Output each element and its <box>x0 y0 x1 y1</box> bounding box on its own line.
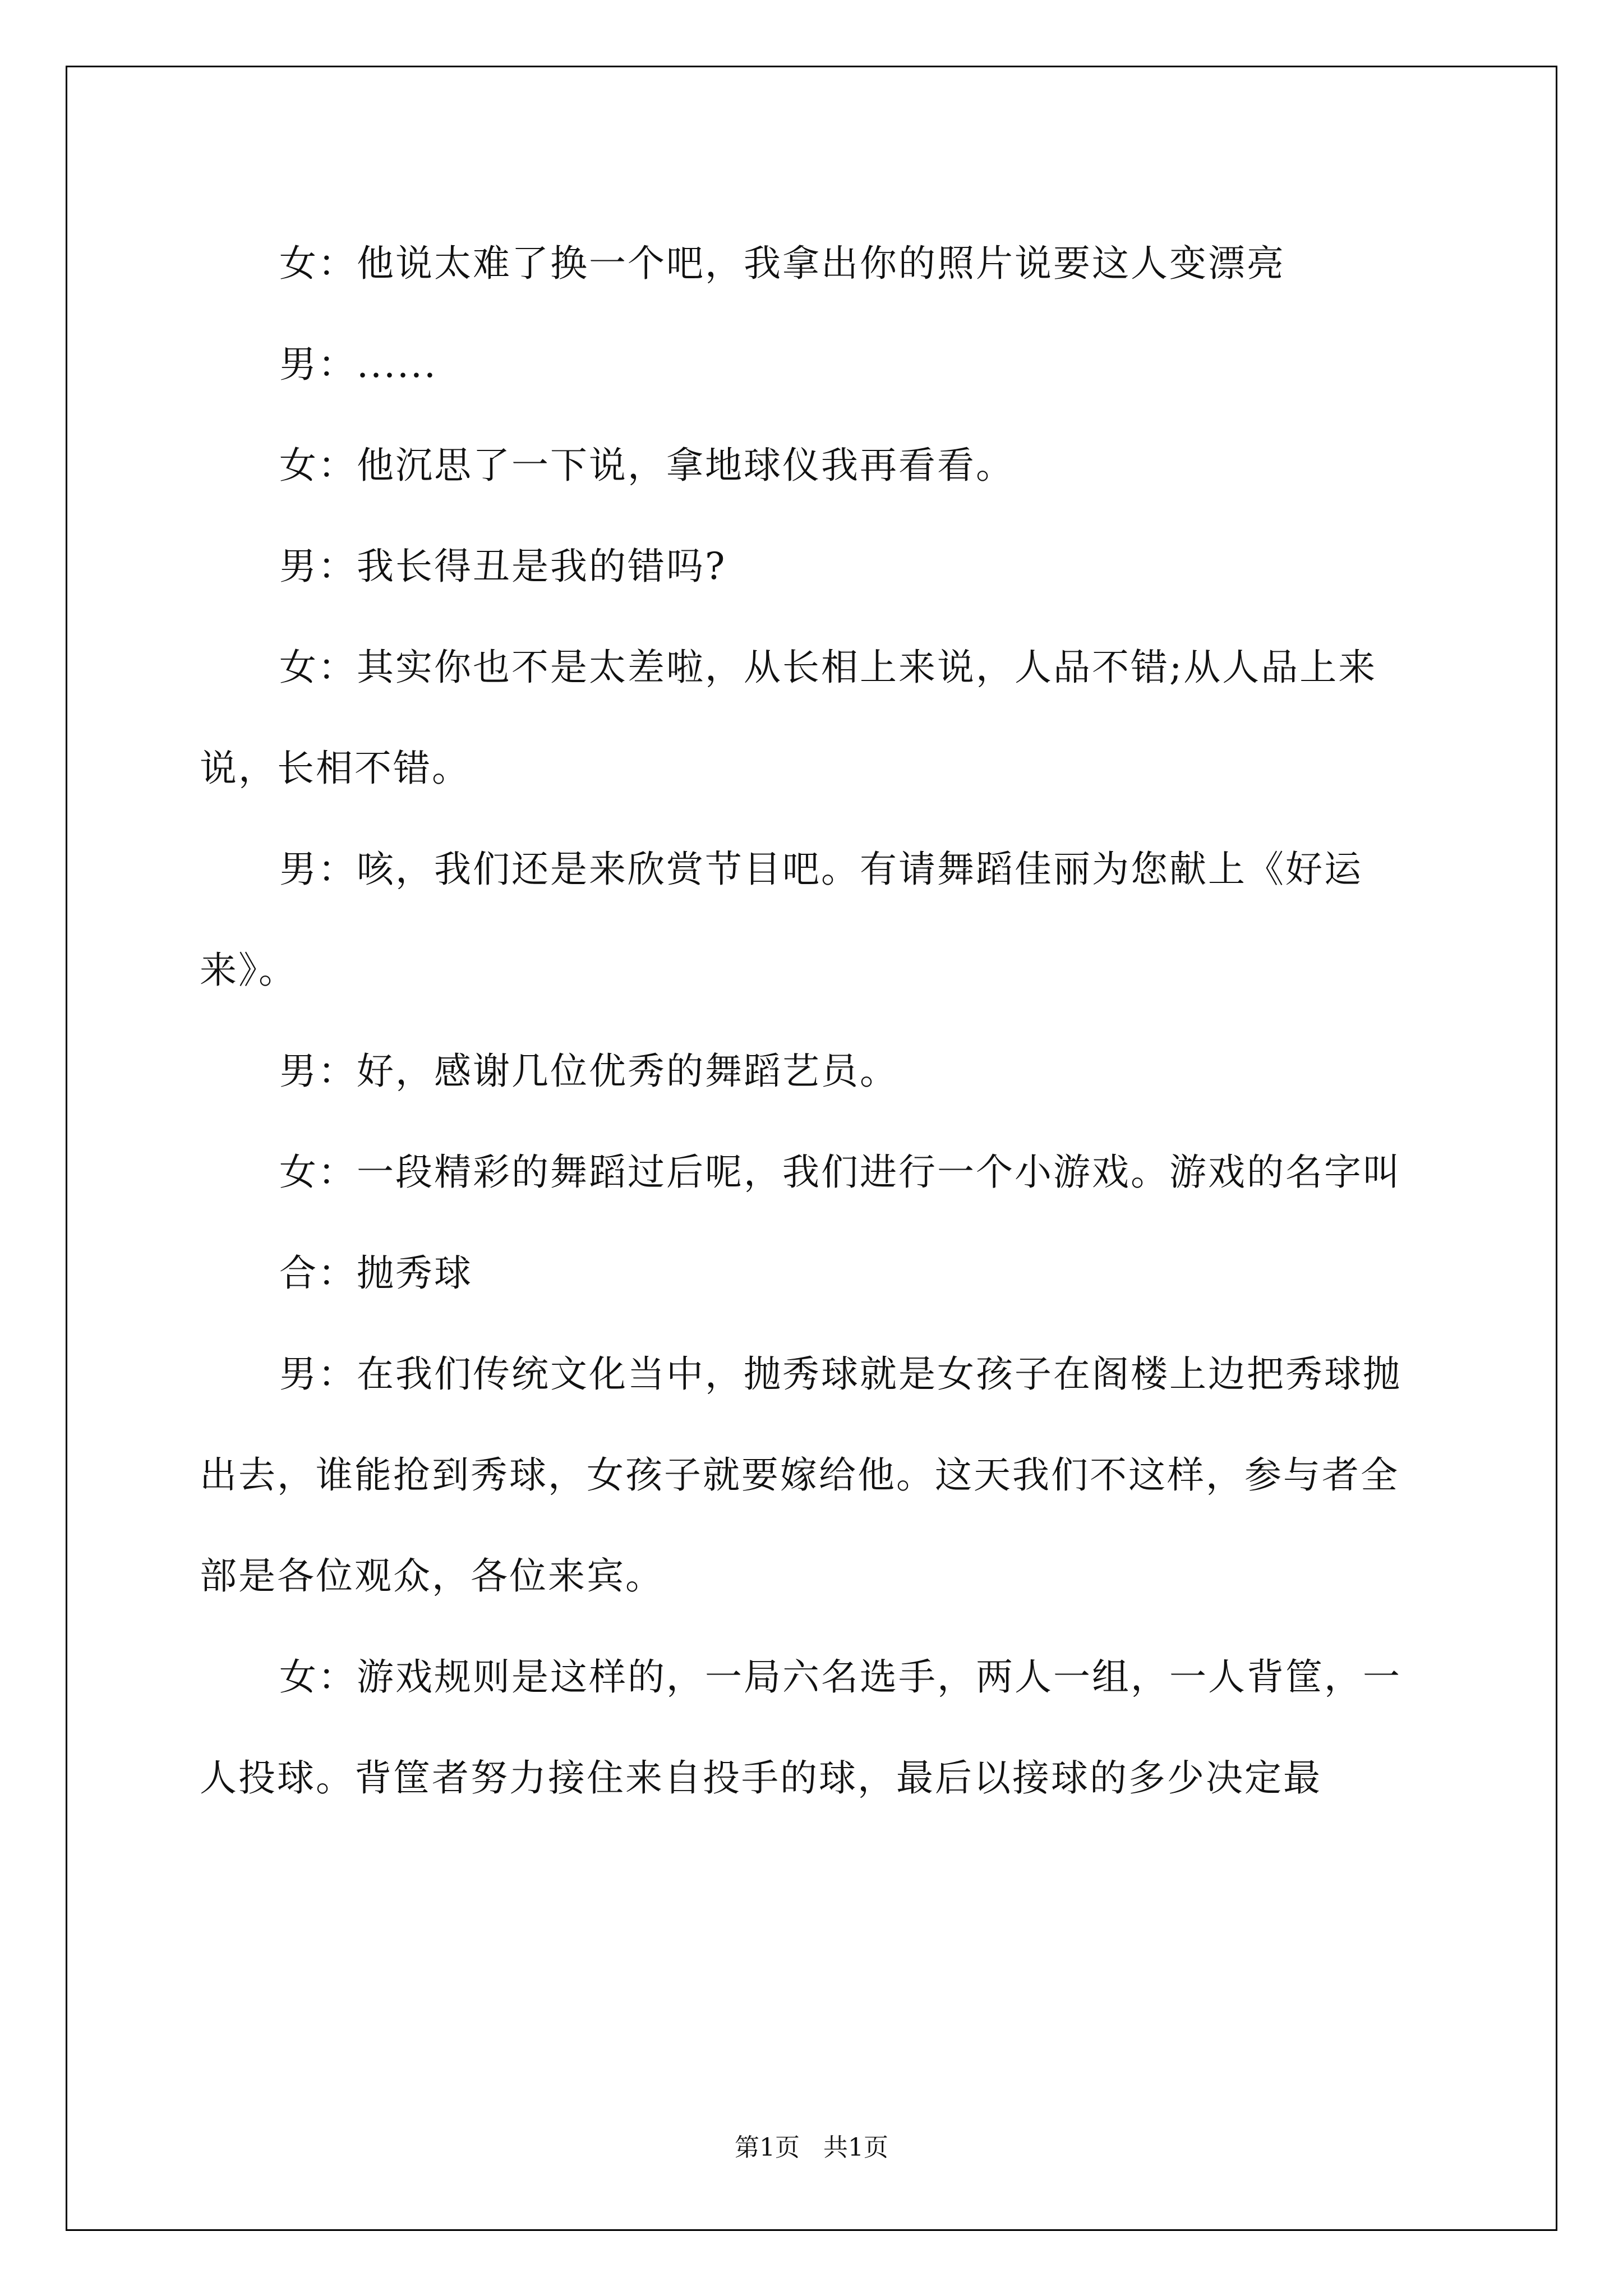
page-number: 第1页 <box>735 2133 800 2162</box>
paragraph: 女：他说太难了换一个吧，我拿出你的照片说要这人变漂亮 <box>279 242 1285 285</box>
paragraph: 男：咳，我们还是来欣赏节目吧。有请舞蹈佳丽为您献上《好运来》。 <box>200 848 1363 992</box>
paragraph: 女：一段精彩的舞蹈过后呢，我们进行一个小游戏。游戏的名字叫 <box>279 1151 1401 1194</box>
paragraph: 男：...... <box>279 343 437 386</box>
paragraph: 女：其实你也不是太差啦，从长相上来说，人品不错;从人品上来说，长相不错。 <box>200 646 1377 790</box>
document-body <box>200 213 1428 1829</box>
paragraph: 男：好，感谢几位优秀的舞蹈艺员。 <box>279 1050 898 1093</box>
page-footer <box>0 2127 1623 2163</box>
page-total: 共1页 <box>823 2133 888 2162</box>
paragraph: 合：抛秀球 <box>279 1251 473 1295</box>
paragraph: 男：在我们传统文化当中，抛秀球就是女孩子在阁楼上边把秀球抛出去，谁能抢到秀球，女孩子就要嫁给他。这天我们不这样，参与者全部是各位观众，各位来宾。 <box>200 1352 1401 1598</box>
paragraph: 女：他沉思了一下说，拿地球仪我再看看。 <box>279 444 1015 487</box>
paragraph: 男：我长得丑是我的错吗? <box>279 545 727 588</box>
paragraph: 女：游戏规则是这样的，一局六名选手，两人一组，一人背筐，一人投球。背筐者努力接住来自投手的球，最后以接球的多少决定最 <box>200 1655 1401 1800</box>
